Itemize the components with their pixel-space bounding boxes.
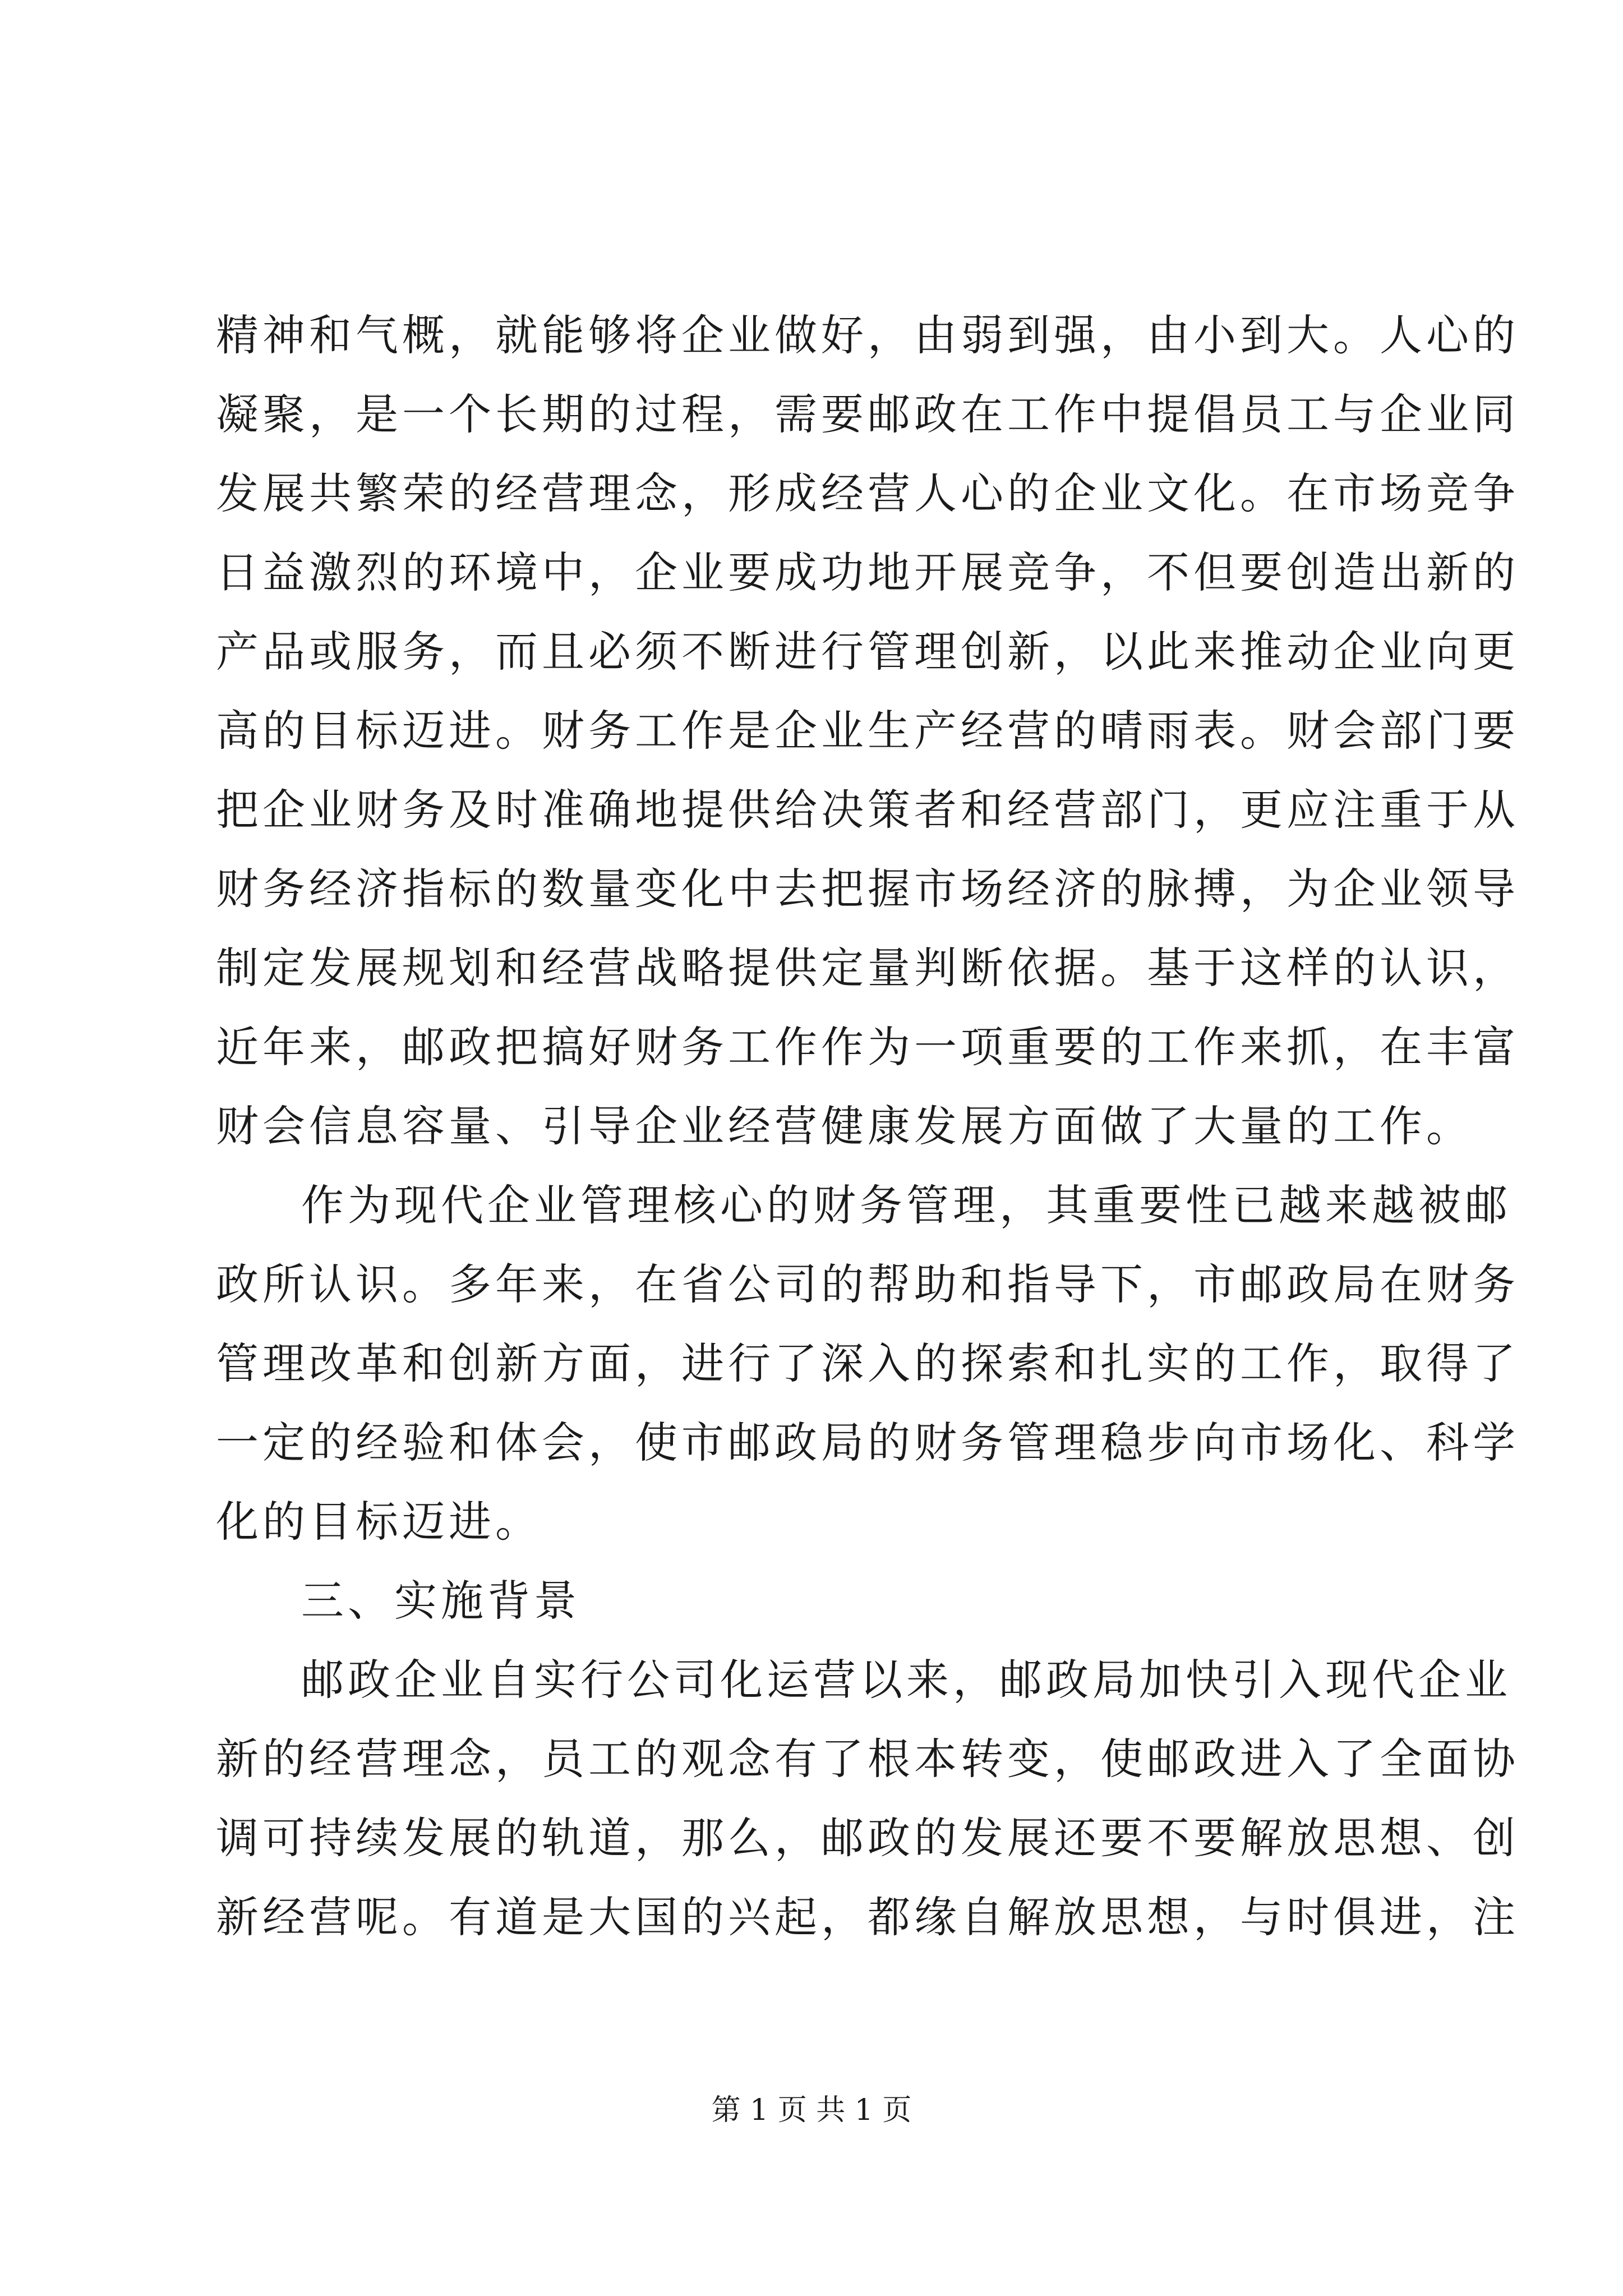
paragraph-2-line-5: 化的目标迈进。 bbox=[216, 1497, 542, 1547]
paragraph-2-line-1: 作为现代企业管理核心的财务管理，其重要性已越来越被邮 bbox=[301, 1180, 1511, 1230]
paragraph-1-line-10: 近年来，邮政把搞好财务工作作为一项重要的工作来抓，在丰富 bbox=[216, 1022, 1519, 1072]
paragraph-1-line-2: 凝聚，是一个长期的过程，需要邮政在工作中提倡员工与企业同 bbox=[216, 389, 1519, 439]
paragraph-1-line-6: 高的目标迈进。财务工作是企业生产经营的晴雨表。财会部门要 bbox=[216, 706, 1519, 756]
page-number-footer: 第 1 页 共 1 页 bbox=[711, 2093, 912, 2127]
paragraph-1-line-7: 把企业财务及时准确地提供给决策者和经营部门，更应注重于从 bbox=[216, 785, 1519, 835]
paragraph-1-line-4: 日益激烈的环境中，企业要成功地开展竞争，不但要创造出新的 bbox=[216, 547, 1519, 597]
paragraph-1-line-5: 产品或服务，而且必须不断进行管理创新，以此来推动企业向更 bbox=[216, 627, 1519, 677]
paragraph-2-line-4: 一定的经验和体会，使市邮政局的财务管理稳步向市场化、科学 bbox=[216, 1418, 1519, 1467]
paragraph-2-line-2: 政所认识。多年来，在省公司的帮助和指导下，市邮政局在财务 bbox=[216, 1259, 1519, 1309]
paragraph-1-line-1: 精神和气概，就能够将企业做好，由弱到强，由小到大。人心的 bbox=[216, 310, 1519, 360]
paragraph-1-line-8: 财务经济指标的数量变化中去把握市场经济的脉搏，为企业领导 bbox=[216, 864, 1519, 914]
section-heading: 三、实施背景 bbox=[301, 1576, 580, 1626]
paragraph-3-line-2: 新的经营理念，员工的观念有了根本转变，使邮政进入了全面协 bbox=[216, 1734, 1519, 1784]
paragraph-3-line-1: 邮政企业自实行公司化运营以来，邮政局加快引入现代企业 bbox=[301, 1655, 1511, 1705]
paragraph-1-line-11: 财会信息容量、引导企业经营健康发展方面做了大量的工作。 bbox=[216, 1101, 1473, 1151]
paragraph-1-line-3: 发展共繁荣的经营理念，形成经营人心的企业文化。在市场竞争 bbox=[216, 468, 1519, 518]
paragraph-2-line-3: 管理改革和创新方面，进行了深入的探索和扎实的工作，取得了 bbox=[216, 1338, 1519, 1388]
paragraph-3-line-3: 调可持续发展的轨道，那么，邮政的发展还要不要解放思想、创 bbox=[216, 1813, 1519, 1863]
paragraph-3-line-4: 新经营呢。有道是大国的兴起，都缘自解放思想，与时俱进，注 bbox=[216, 1892, 1519, 1942]
paragraph-1-line-9: 制定发展规划和经营战略提供定量判断依据。基于这样的认识， bbox=[216, 943, 1519, 993]
